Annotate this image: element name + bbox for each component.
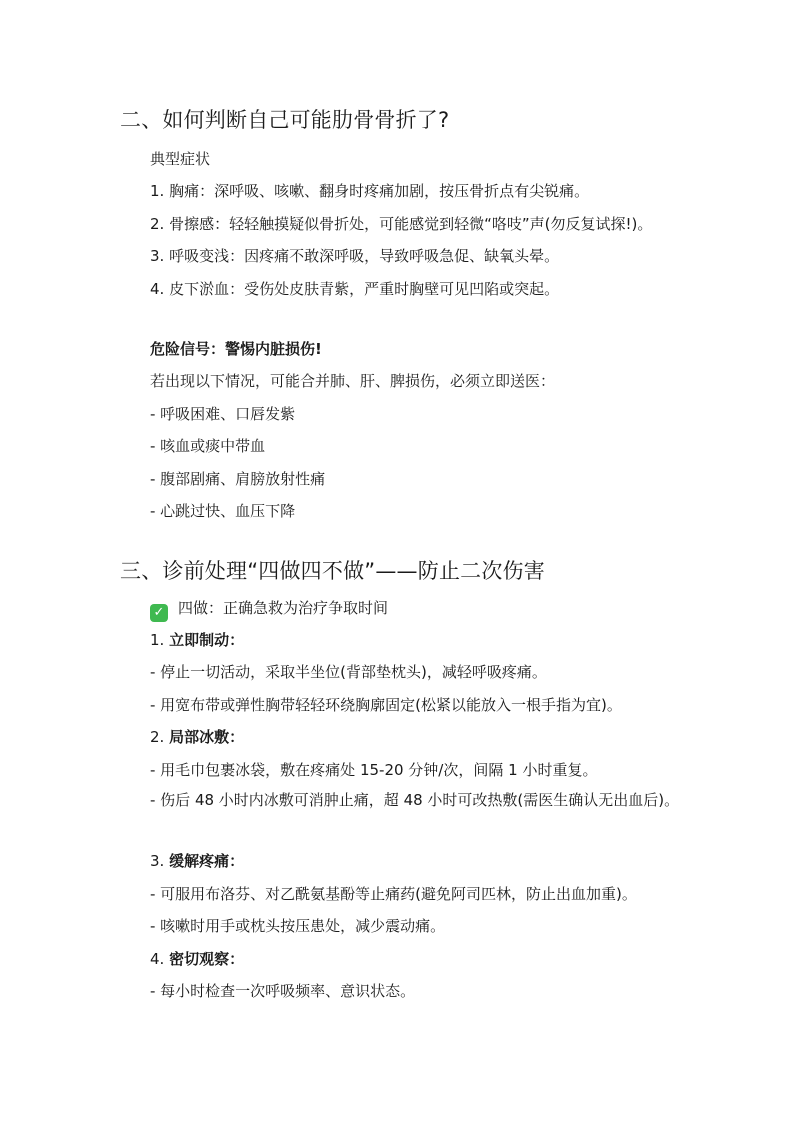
danger-item: - 腹部剧痛、肩膀放射性痛 — [150, 470, 326, 488]
section2-heading: 二、如何判断自己可能肋骨骨折了? — [120, 108, 450, 132]
step-number: 1. — [150, 631, 165, 649]
step-item: - 用宽布带或弹性胸带轻轻环绕胸廓固定(松紧以能放入一根手指为宜)。 — [150, 696, 622, 714]
step-title: 立即制动： — [169, 631, 245, 649]
step3-heading — [150, 851, 244, 871]
symptom-item: 1. 胸痛：深呼吸、咳嗽、翻身时疼痛加剧，按压骨折点有尖锐痛。 — [150, 182, 590, 200]
step-item-wrapped: - 伤后 48 小时内冰敷可消肿止痛，超 48 小时可改热敷(需医生确认无出血后)。 — [150, 791, 680, 809]
step-title: 局部冰敷： — [169, 728, 245, 746]
step-number: 3. — [150, 852, 165, 870]
symptom-item: 2. 骨擦感：轻轻触摸疑似骨折处，可能感觉到轻微“咯吱”声(勿反复试探!)。 — [150, 215, 653, 233]
step1-heading — [150, 630, 244, 650]
step4-heading — [150, 949, 244, 969]
step-title: 密切观察： — [169, 950, 245, 968]
symptom-item: 4. 皮下淤血：受伤处皮肤青紫，严重时胸壁可见凹陷或突起。 — [150, 280, 560, 298]
danger-title: 危险信号：警惕内脏损伤! — [150, 340, 322, 358]
step-item: - 每小时检查一次呼吸频率、意识状态。 — [150, 982, 416, 1000]
step-number: 4. — [150, 950, 165, 968]
danger-item: - 心跳过快、血压下降 — [150, 502, 296, 520]
step-item: - 可服用布洛芬、对乙酰氨基酚等止痛药(避免阿司匹林，防止出血加重)。 — [150, 885, 637, 903]
danger-item: - 呼吸困难、口唇发紫 — [150, 405, 296, 423]
do-title-row — [150, 598, 388, 622]
step-item: - 用毛巾包裹冰袋，敷在疼痛处 15-20 分钟/次，间隔 1 小时重复。 — [150, 761, 598, 779]
check-icon: ✓ — [150, 604, 168, 622]
section3-heading: 三、诊前处理“四做四不做”——防止二次伤害 — [120, 559, 545, 583]
danger-item: - 咳血或痰中带血 — [150, 437, 266, 455]
step-title: 缓解疼痛： — [169, 852, 245, 870]
step2-heading — [150, 727, 244, 747]
symptom-item: 3. 呼吸变浅：因疼痛不敢深呼吸，导致呼吸急促、缺氧头晕。 — [150, 247, 560, 265]
step-number: 2. — [150, 728, 165, 746]
symptoms-subtitle: 典型症状 — [150, 150, 211, 168]
danger-intro: 若出现以下情况，可能合并肺、肝、脾损伤，必须立即送医： — [150, 372, 556, 390]
step-item: - 咳嗽时用手或枕头按压患处，减少震动痛。 — [150, 917, 446, 935]
do-title: 四做：正确急救为治疗争取时间 — [178, 599, 389, 617]
step-item: - 停止一切活动，采取半坐位(背部垫枕头)，减轻呼吸疼痛。 — [150, 663, 547, 681]
